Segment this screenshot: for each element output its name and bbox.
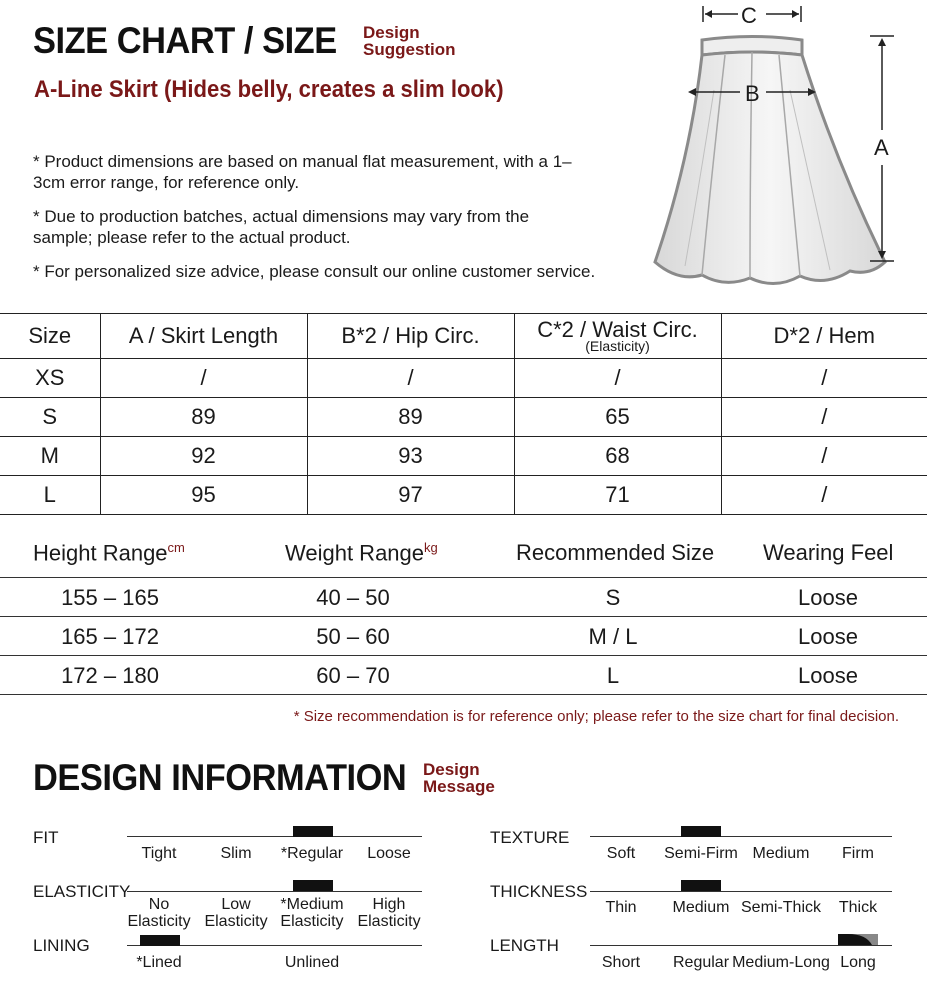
- table-cell: /: [307, 359, 514, 398]
- texture-option: Soft: [606, 845, 636, 862]
- fit-selected-marker: [293, 826, 333, 837]
- waist-header-note: (Elasticity): [585, 337, 650, 354]
- weight-range-label: Weight Range: [285, 540, 425, 566]
- design-info-title: DESIGN INFORMATION: [33, 757, 407, 798]
- note-3: * For personalized size advice, please consult our online customer service.: [33, 262, 596, 281]
- elasticity-option: *Medium Elasticity: [280, 896, 344, 930]
- elasticity-option: No Elasticity: [127, 896, 191, 930]
- texture-label: TEXTURE: [490, 828, 570, 847]
- rec-size-cell: S: [605, 585, 621, 610]
- table-cell: 71: [514, 476, 721, 515]
- recommended-size-header: Recommended Size: [516, 540, 715, 565]
- fit-option: Tight: [141, 845, 177, 862]
- title-tag-line2: Suggestion: [363, 40, 456, 59]
- elasticity-option: High Elasticity: [357, 896, 421, 930]
- design-info-tag: [423, 761, 495, 795]
- length-label: LENGTH: [490, 936, 559, 955]
- size-table-header: [514, 314, 721, 359]
- product-subtitle: A-Line Skirt (Hides belly, creates a slim look): [34, 76, 504, 103]
- length-option: Regular: [672, 954, 730, 971]
- size-table-header: Size: [0, 314, 100, 359]
- waist-header-label: C*2 / Waist Circ.: [537, 316, 698, 342]
- size-table-header-row: [0, 314, 927, 359]
- dimension-a-label: A: [874, 135, 889, 160]
- table-cell: 89: [307, 398, 514, 437]
- texture-option: Firm: [842, 845, 874, 862]
- thickness-option: Thin: [605, 899, 637, 916]
- weight-range-header: [285, 540, 438, 566]
- fit-label: FIT: [33, 828, 59, 847]
- table-cell: L: [0, 476, 100, 515]
- table-cell: 68: [514, 437, 721, 476]
- fit-option: Loose: [367, 845, 411, 862]
- texture-scale-line: [590, 836, 892, 837]
- table-cell: 89: [100, 398, 307, 437]
- dimension-b-label: B: [745, 81, 760, 106]
- rec-weight-cell: 40 – 50: [316, 585, 390, 610]
- rec-height-cell: 165 – 172: [61, 624, 159, 649]
- texture-option: Semi-Firm: [664, 845, 738, 862]
- design-tag-line1: Design: [423, 760, 480, 779]
- length-option: Long: [840, 954, 876, 971]
- table-cell: 97: [307, 476, 514, 515]
- weight-unit: kg: [424, 540, 438, 555]
- page-title: SIZE CHART / SIZE: [33, 20, 337, 61]
- elasticity-option: Low Elasticity: [204, 896, 268, 930]
- wearing-feel-header: Wearing Feel: [763, 540, 894, 565]
- title-tag-line1: Design: [363, 23, 420, 42]
- table-cell: 93: [307, 437, 514, 476]
- size-table-header: D*2 / Hem: [721, 314, 927, 359]
- rec-size-cell: L: [606, 663, 620, 688]
- elasticity-label: ELASTICITY: [33, 882, 131, 901]
- height-range-header: [33, 540, 185, 566]
- divider: [0, 577, 927, 578]
- rec-feel-cell: Loose: [798, 585, 858, 610]
- note-2: * Due to production batches, actual dimensions may vary from the sample; please refer to the actual product.: [33, 207, 530, 247]
- note-1: * Product dimensions are based on manual flat measurement, with a 1–3cm error range, for reference only.: [33, 152, 572, 192]
- thickness-selected-marker: [681, 880, 721, 891]
- lining-option: Unlined: [284, 954, 340, 971]
- length-selected-marker: [838, 934, 878, 945]
- elasticity-selected-marker: [293, 880, 333, 891]
- title-tag: [363, 24, 456, 58]
- table-cell: M: [0, 437, 100, 476]
- thickness-scale-line: [590, 891, 892, 892]
- fit-option: Slim: [220, 845, 252, 862]
- length-scale-line: [590, 945, 892, 946]
- table-row: [0, 398, 927, 437]
- table-cell: S: [0, 398, 100, 437]
- table-row: [0, 437, 927, 476]
- divider: [0, 655, 927, 656]
- thickness-option: Semi-Thick: [740, 899, 822, 916]
- elasticity-scale-line: [127, 891, 422, 892]
- table-cell: /: [514, 359, 721, 398]
- lining-label: LINING: [33, 936, 90, 955]
- table-row: [0, 476, 927, 515]
- size-table-header: B*2 / Hip Circ.: [307, 314, 514, 359]
- rec-weight-cell: 50 – 60: [316, 624, 390, 649]
- thickness-option: Medium: [672, 899, 730, 916]
- thickness-option: Thick: [838, 899, 878, 916]
- rec-feel-cell: Loose: [798, 624, 858, 649]
- table-cell: /: [100, 359, 307, 398]
- table-cell: /: [721, 398, 927, 437]
- size-table-header: A / Skirt Length: [100, 314, 307, 359]
- dimension-c-label: C: [741, 3, 757, 28]
- rec-size-cell: M / L: [588, 624, 638, 649]
- fit-option: *Regular: [280, 845, 344, 862]
- thickness-label: THICKNESS: [490, 882, 588, 901]
- recommendation-footnote: * Size recommendation is for reference only; please refer to the size chart for final decision.: [293, 708, 899, 725]
- height-unit: cm: [167, 540, 185, 555]
- rec-weight-cell: 60 – 70: [316, 663, 390, 688]
- rec-feel-cell: Loose: [798, 663, 858, 688]
- divider: [0, 694, 927, 695]
- texture-selected-marker: [681, 826, 721, 837]
- table-cell: 95: [100, 476, 307, 515]
- lining-option: *Lined: [136, 954, 182, 971]
- divider: [0, 616, 927, 617]
- table-row: [0, 359, 927, 398]
- height-range-label: Height Range: [33, 540, 168, 566]
- length-option: Short: [601, 954, 641, 971]
- table-cell: /: [721, 476, 927, 515]
- design-tag-line2: Message: [423, 777, 495, 796]
- size-table: [0, 313, 927, 515]
- table-cell: /: [721, 437, 927, 476]
- fit-scale-line: [127, 836, 422, 837]
- length-option: Medium-Long: [732, 954, 830, 971]
- rec-height-cell: 155 – 165: [61, 585, 159, 610]
- table-cell: /: [721, 359, 927, 398]
- table-cell: 65: [514, 398, 721, 437]
- texture-option: Medium: [752, 845, 810, 862]
- table-cell: 92: [100, 437, 307, 476]
- lining-selected-marker: [140, 935, 180, 946]
- rec-height-cell: 172 – 180: [61, 663, 159, 688]
- table-cell: XS: [0, 359, 100, 398]
